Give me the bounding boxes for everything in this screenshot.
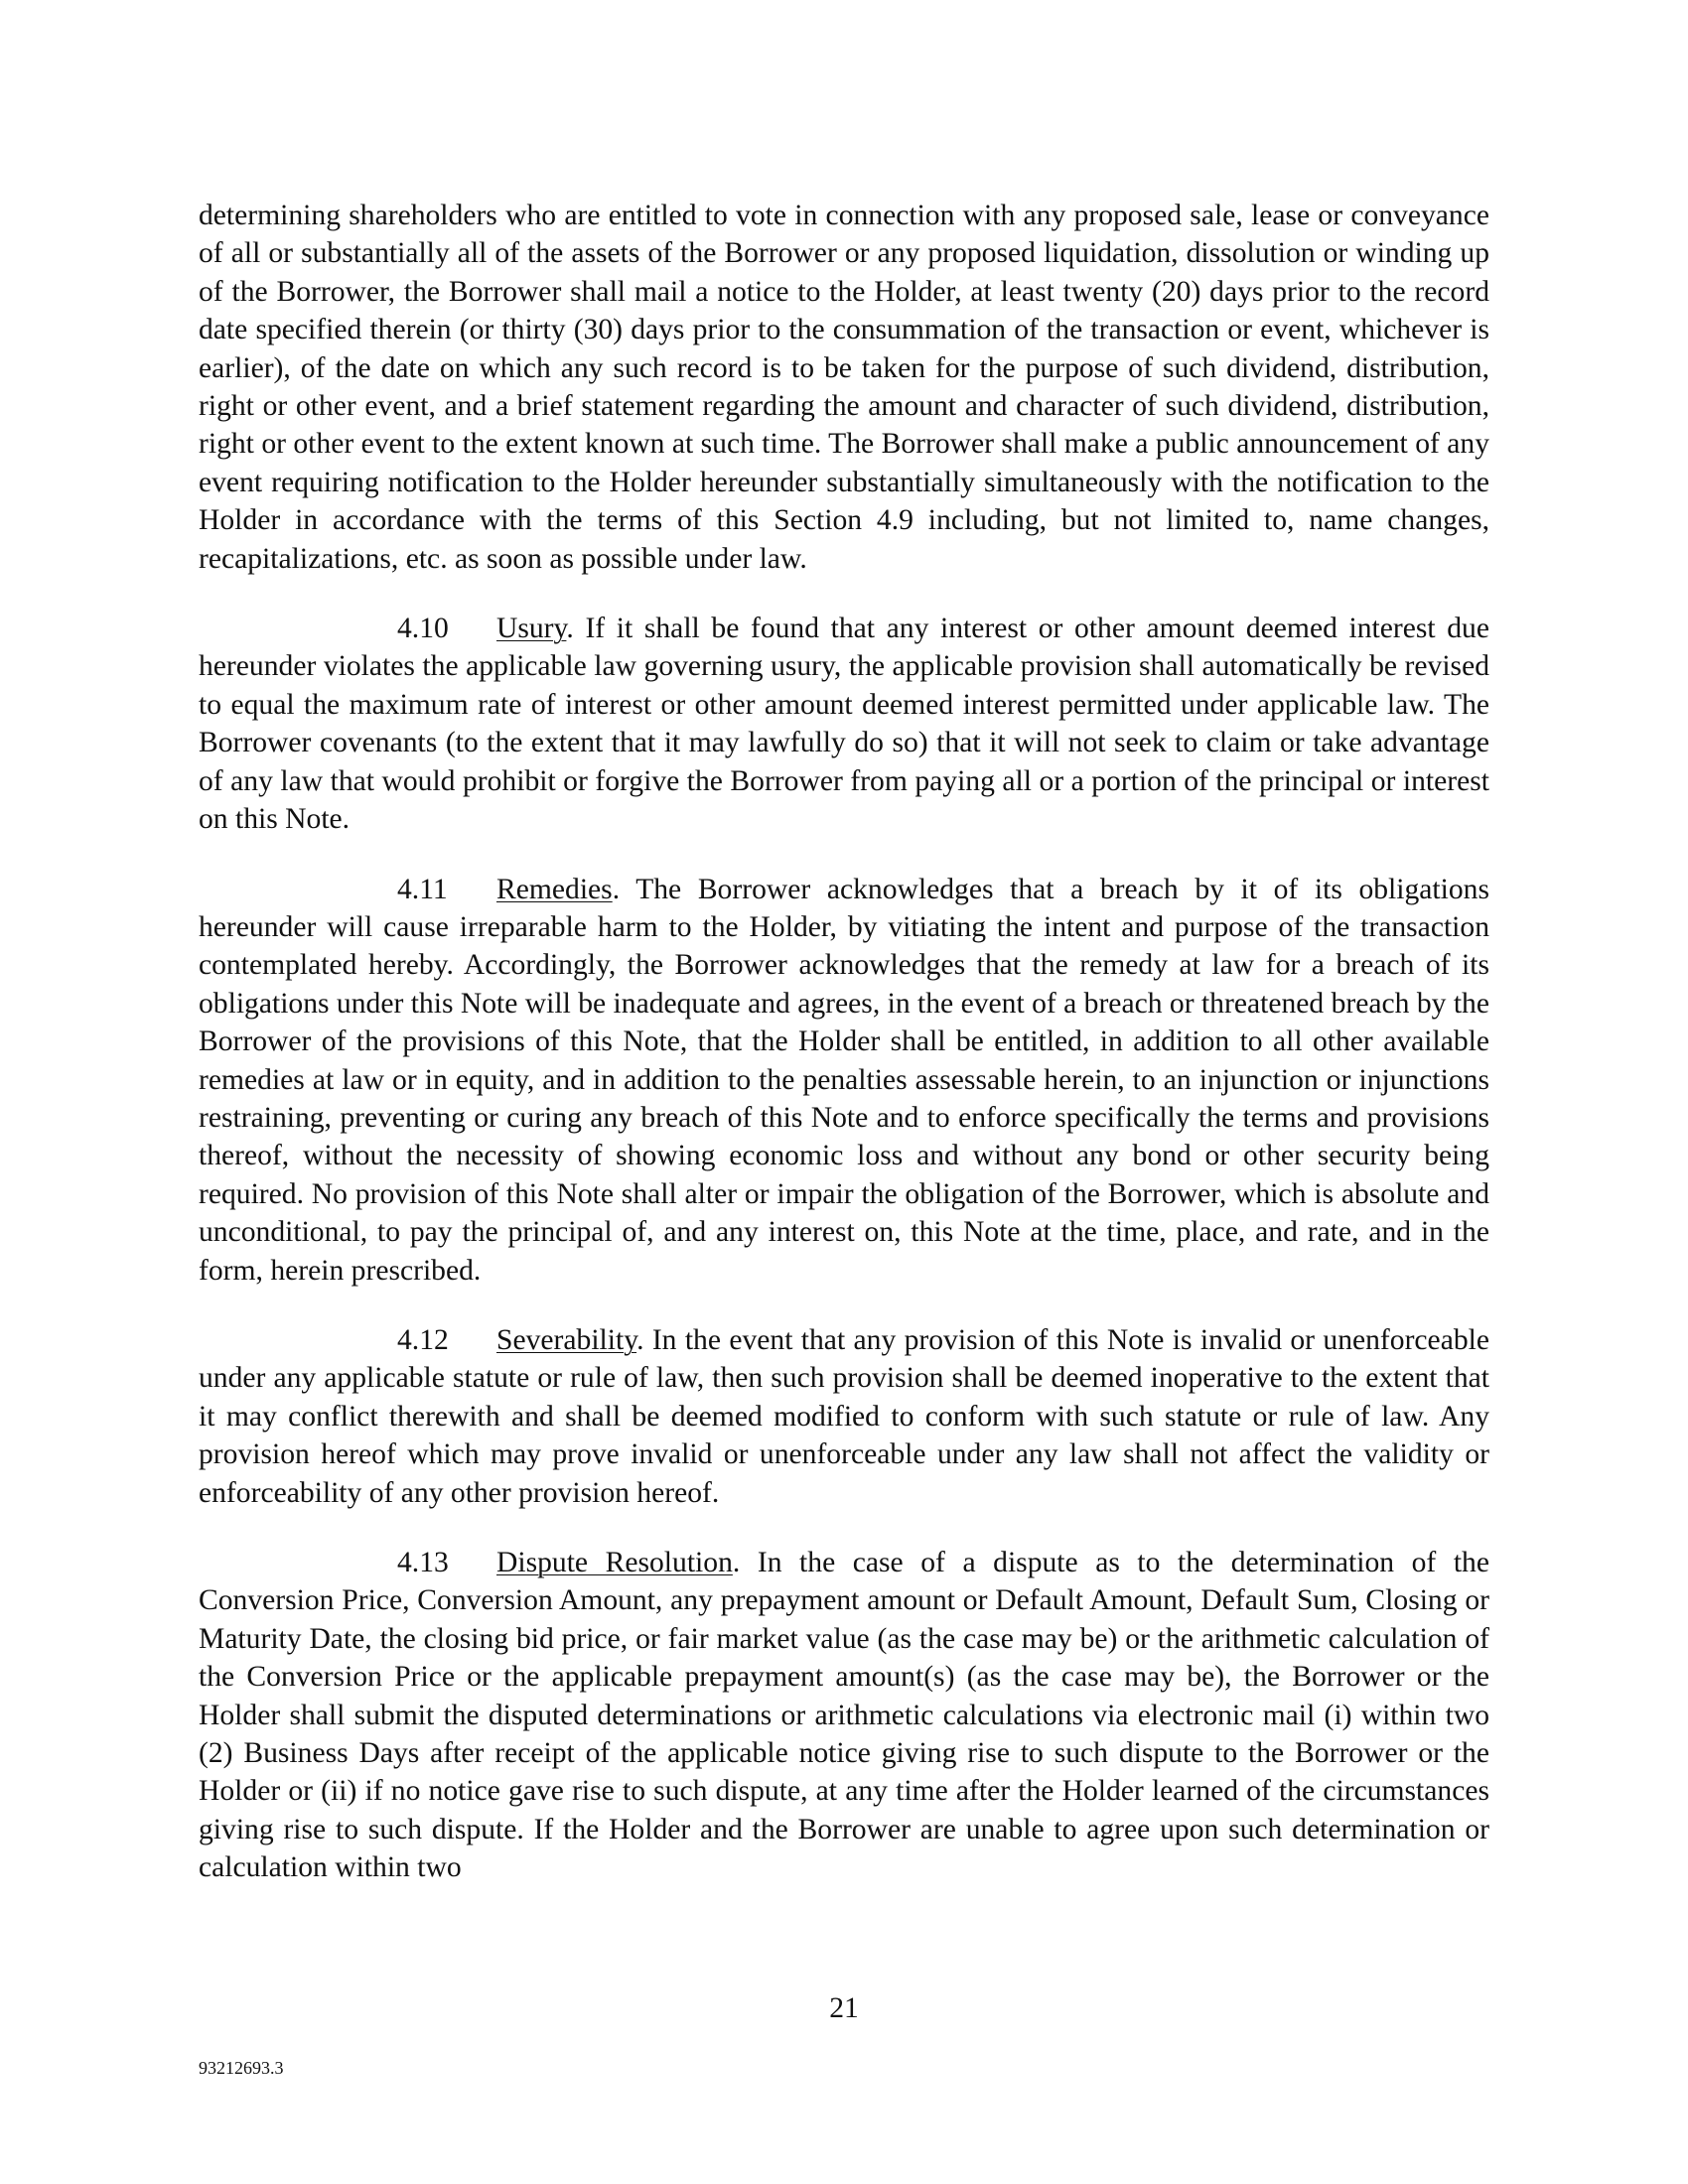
section-heading: Dispute Resolution bbox=[496, 1547, 733, 1578]
section-text: . The Borrower acknowledges that a breach by it of its obligations hereunder will cause irreparable harm to the Holder, by vitiating the intent and purpose of the transaction contemplated hereby. Accordingly, the Borrower acknowledges that the remedy at law for a breach of its obligations under this Note will be inadequate and agrees, in the event of a breach or threatened breach by the Borrower of the provisions of this Note, that the Holder shall be entitled, in addition to all other available remedies at law or in equity, and in addition to the penalties assessable herein, to an injunction or injunctions restraining, preventing or curing any breach of this Note and to enforce specifically the terms and provisions thereof, without the necessity of showing economic loss and without any bond or other security being required. No provision of this Note shall alter or impair the obligation of the Borrower, which is absolute and unconditional, to pay the principal of, and any interest on, this Note at the time, place, and rate, and in the form, herein prescribed. bbox=[199, 873, 1489, 1287]
section-4-10 bbox=[199, 610, 1489, 838]
document-id: 93212693.3 bbox=[199, 2058, 284, 2078]
section-4-11 bbox=[199, 871, 1489, 1290]
section-text: . If it shall be found that any interest or other amount deemed interest due hereunder violates the applicable law governing usury, the applicable provision shall automatically be revised to equal the maximum rate of interest or other amount deemed interest permitted under applicable law. The Borrower covenants (to the extent that it may lawfully do so) that it will not seek to claim or take advantage of any law that would prohibit or forgive the Borrower from paying all or a portion of the principal or interest on this Note. bbox=[199, 613, 1489, 836]
section-heading: Usury bbox=[496, 613, 567, 645]
section-4-12 bbox=[199, 1321, 1489, 1512]
section-heading: Severability bbox=[496, 1323, 637, 1356]
section-text: . In the event that any provision of this Note is invalid or unenforceable under any applicable statute or rule of law, then such provision shall be deemed inoperative to the extent that it may conflict therewith and shall be deemed modified to conform with such statute or rule of law. Any provision hereof which may prove invalid or unenforceable under any law shall not affect the validity or enforceability of any other provision hereof. bbox=[199, 1323, 1489, 1509]
section-text: . In the case of a dispute as to the determination of the Conversion Price, Conversion Amount, any prepayment amount or Default Amount, Default Sum, Closing or Maturity Date, the closing bid price, or fair market value (as the case may be) or the arithmetic calculation of the Conversion Price or the applicable prepayment amount(s) (as the case may be), the Borrower or the Holder shall submit the disputed determinations or arithmetic calculations via electronic mail (i) within two (2) Business Days after receipt of the applicable notice giving rise to such dispute to the Borrower or the Holder or (ii) if no notice gave rise to such dispute, at any time after the Holder learned of the circumstances giving rise to such dispute. If the Holder and the Borrower are unable to agree upon such determination or calculation within two bbox=[199, 1547, 1489, 1884]
section-4-13 bbox=[199, 1544, 1489, 1887]
page-number: 21 bbox=[829, 1992, 859, 2024]
section-number: 4.11 bbox=[397, 873, 448, 905]
document-body bbox=[199, 197, 1489, 1919]
section-number: 4.13 bbox=[397, 1547, 449, 1578]
section-number: 4.12 bbox=[397, 1323, 449, 1356]
continuation-paragraph: determining shareholders who are entitled to vote in connection with any proposed sale, lease or conveyance of all or substantially all of the assets of the Borrower or any proposed liquidation, dissolution or winding up of the Borrower, the Borrower shall mail a notice to the Holder, at least twenty (20) days prior to the record date specified therein (or thirty (30) days prior to the consummation of the transaction or event, whichever is earlier), of the date on which any such record is to be taken for the purpose of such dividend, distribution, right or other event, and a brief statement regarding the amount and character of such dividend, distribution, right or other event to the extent known at such time. The Borrower shall make a public announcement of any event requiring notification to the Holder hereunder substantially simultaneously with the notification to the Holder in accordance with the terms of this Section 4.9 including, but not limited to, name changes, recapitalizations, etc. as soon as possible under law. bbox=[199, 200, 1489, 575]
section-heading: Remedies bbox=[496, 873, 613, 905]
section-number: 4.10 bbox=[397, 613, 449, 645]
